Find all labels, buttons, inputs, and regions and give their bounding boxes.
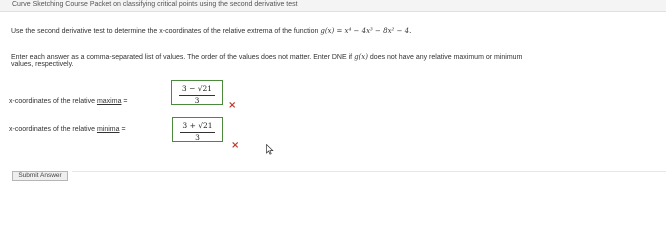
minima-numerator: 3 + √21 [182, 121, 213, 130]
function-expression: g(x) = x⁴ − 4x³ − 8x² − 4. [320, 27, 412, 35]
minima-term-link[interactable]: minima [96, 126, 120, 133]
maxima-term-link[interactable]: maxima [96, 98, 122, 105]
minima-label-prefix: x-coordinates of the relative [9, 126, 95, 133]
instruction-function: g(x) [354, 53, 368, 61]
instruction-line-2: values, respectively. [11, 61, 74, 68]
question-prompt [11, 27, 411, 35]
course-title: Curve Sketching Course Packet on classifying critical points using the second derivative test [12, 1, 298, 8]
mouse-cursor-icon [266, 144, 274, 155]
minima-denominator: 3 [195, 133, 200, 142]
maxima-answer-box[interactable] [171, 80, 223, 105]
submit-answer-button[interactable]: Submit Answer [12, 171, 68, 181]
divider [72, 171, 666, 172]
prompt-text: Use the second derivative test to determine the x-coordinates of the relative extrema of the function [11, 28, 319, 35]
maxima-label [9, 98, 128, 105]
minima-equals: = [121, 126, 126, 133]
maxima-incorrect-icon: × [228, 100, 237, 111]
minima-incorrect-icon: × [231, 140, 240, 151]
maxima-denominator: 3 [194, 96, 200, 105]
maxima-label-prefix: x-coordinates of the relative [9, 98, 95, 105]
header-bar [0, 0, 666, 12]
minima-answer-box[interactable] [172, 117, 223, 142]
minima-label [9, 126, 126, 133]
instruction-text-1b: does not have any relative maximum or minimum [369, 54, 523, 61]
maxima-equals: = [123, 98, 128, 105]
instruction-text-1: Enter each answer as a comma-separated list of values. The order of the values does not matter. Enter DNE if [11, 54, 353, 61]
instruction-line-1 [11, 53, 522, 61]
maxima-numerator: 3 − √21 [181, 84, 213, 93]
